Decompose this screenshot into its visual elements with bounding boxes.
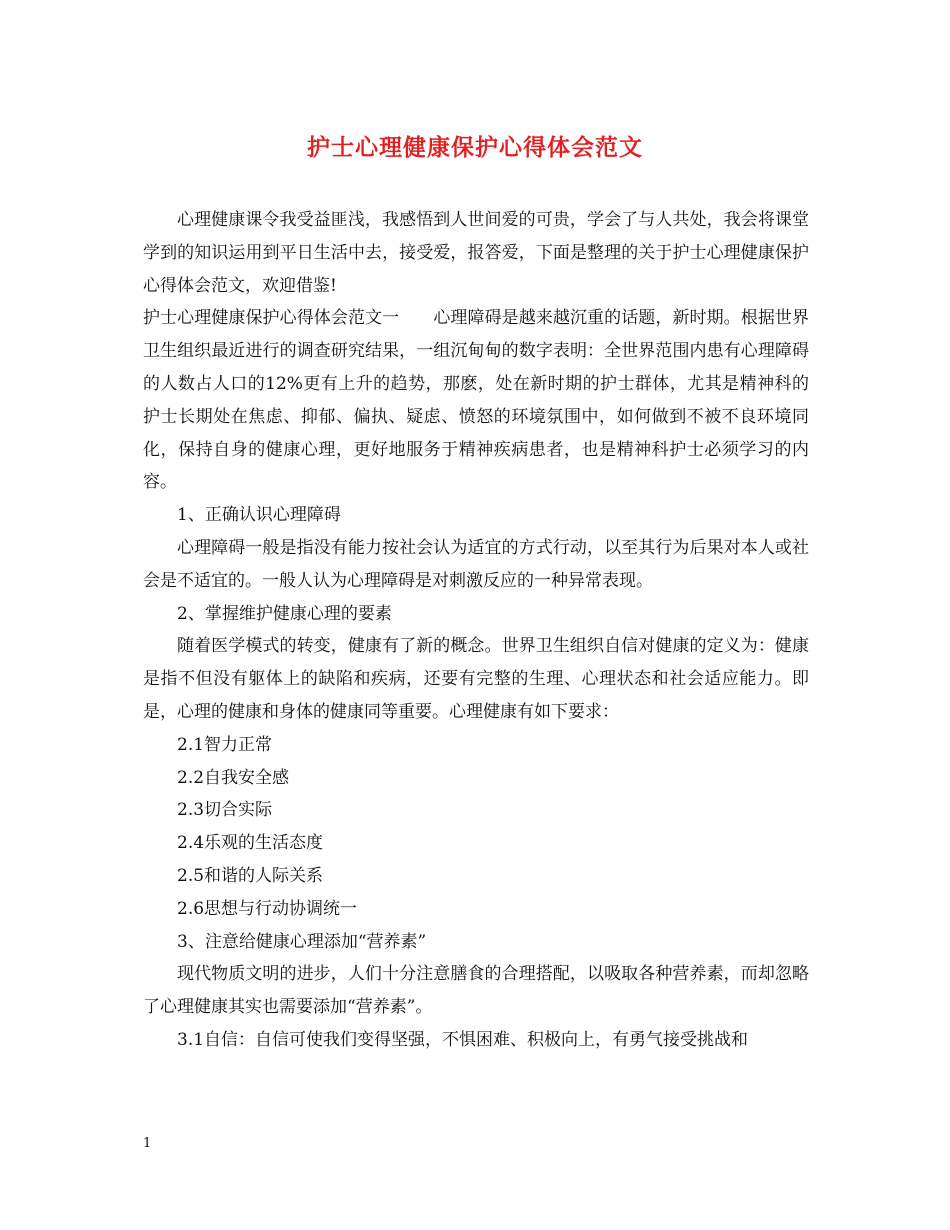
paragraph: 护士心理健康保护心得体会范文一 心理障碍是越来越沉重的话题，新时期。根据世界卫生组织最近进行的调查研究结果，一组沉甸甸的数字表明：全世界范围内患有心理障碍的人数占人口的12%更有上升的趋势，那麽，处在新时期的护士群体，尤其是精神科的护士长期处在焦虑、抑郁、偏执、疑虑、愤怒的环境氛围中，如何做到不被不良环境同化，保持自身的健康心理，更好地服务于精神疾病患者，也是精神科护士必须学习的内容。	[143, 308, 809, 493]
section-heading: 3、注意给健康心理添加“营养素”	[177, 931, 427, 952]
paragraph: 心理障碍一般是指没有能力按社会认为适宜的方式行动，以至其行为后果对本人或社会是不适宜的。一般人认为心理障碍是对刺激反应的一种异常表现。	[143, 537, 809, 591]
list-item: 2.1智力正常	[177, 734, 273, 755]
paragraph: 心理健康课令我受益匪浅，我感悟到人世间爱的可贵，学会了与人共处，我会将课堂学到的知识运用到平日生活中去，接受爱，报答爱，下面是整理的关于护士心理健康保护心得体会范文，欢迎借鉴!	[143, 210, 809, 296]
paragraph: 随着医学模式的转变，健康有了新的概念。世界卫生组织自信对健康的定义为：健康是指不但没有躯体上的缺陷和疾病，还要有完整的生理、心理状态和社会适应能力。即是，心理的健康和身体的健康同等重要。心理健康有如下要求：	[143, 636, 809, 722]
list-item: 2.3切合实际	[177, 800, 273, 821]
document-body	[143, 204, 809, 1057]
paragraph: 3.1自信：自信可使我们变得坚强，不惧困难、积极向上，有勇气接受挑战和	[177, 1029, 749, 1050]
list-item: 2.2自我安全感	[177, 767, 290, 788]
section-heading: 1、正确认识心理障碍	[177, 505, 341, 526]
list-item: 2.5和谐的人际关系	[177, 865, 324, 886]
list-item: 2.6思想与行动协调统一	[177, 898, 358, 919]
section-heading: 2、掌握维护健康心理的要素	[177, 603, 392, 624]
page-number: 1	[143, 1136, 152, 1151]
document-title: 护士心理健康保护心得体会范文	[307, 134, 643, 161]
paragraph: 现代物质文明的进步，人们十分注意膳食的合理搭配，以吸取各种营养素，而却忽略了心理健康其实也需要添加“营养素”。	[143, 964, 809, 1018]
list-item: 2.4乐观的生活态度	[177, 833, 324, 854]
